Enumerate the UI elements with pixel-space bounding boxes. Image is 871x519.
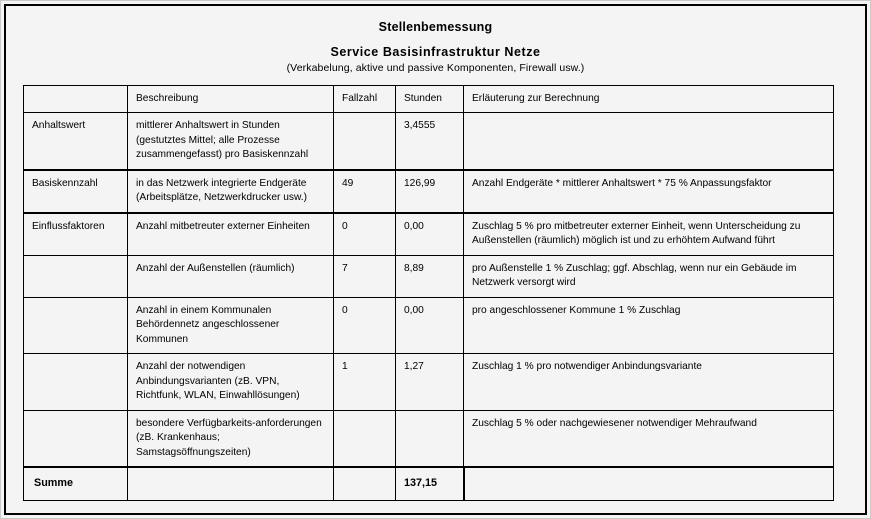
- column-header-stunden: Stunden: [396, 86, 464, 113]
- page-subtitle: Service Basisinfrastruktur Netze: [330, 45, 541, 59]
- row-erlaeuterung: pro angeschlossener Kommune 1 % Zuschlag: [464, 297, 834, 353]
- table-row: [24, 213, 834, 255]
- row-fallzahl: 7: [334, 255, 396, 297]
- calculation-table: [23, 85, 834, 501]
- table-row: [24, 410, 834, 467]
- document-frame: [4, 4, 867, 515]
- row-description: in das Netzwerk integrierte Endgeräte (Arbeitsplätze, Netzwerkdrucker usw.): [128, 170, 334, 213]
- row-erlaeuterung: Anzahl Endgeräte * mittlerer Anhaltswert * 75 % Anpassungsfaktor: [464, 170, 834, 213]
- row-fallzahl: 1: [334, 354, 396, 410]
- table-header: [24, 86, 834, 113]
- row-erlaeuterung: pro Außenstelle 1 % Zuschlag; ggf. Abschlag, wenn nur ein Gebäude im Netzwerk versorgt wird: [464, 255, 834, 297]
- row-stunden: 126,99: [396, 170, 464, 213]
- summary-label: Summe: [24, 467, 128, 500]
- row-fallzahl: 0: [334, 297, 396, 353]
- row-stunden: 1,27: [396, 354, 464, 410]
- summary-row: [24, 467, 834, 500]
- row-description: Anzahl in einem Kommunalen Behördennetz angeschlossener Kommunen: [128, 297, 334, 353]
- summary-erlaeuterung: [464, 467, 834, 500]
- row-category: [24, 354, 128, 410]
- row-erlaeuterung: Zuschlag 1 % pro notwendiger Anbindungsvariante: [464, 354, 834, 410]
- row-fallzahl: 49: [334, 170, 396, 213]
- row-category: [24, 410, 128, 467]
- column-header-fallzahl: Fallzahl: [334, 86, 396, 113]
- column-header-description: Beschreibung: [128, 86, 334, 113]
- row-erlaeuterung: Zuschlag 5 % oder nachgewiesener notwendiger Mehraufwand: [464, 410, 834, 467]
- row-category: Anhaltswert: [24, 113, 128, 170]
- column-header-erlaeuterung: Erläuterung zur Berechnung: [464, 86, 834, 113]
- row-stunden: 0,00: [396, 213, 464, 255]
- summary-stunden: 137,15: [396, 467, 464, 500]
- row-category: Basiskennzahl: [24, 170, 128, 213]
- row-category: [24, 255, 128, 297]
- row-stunden: 0,00: [396, 297, 464, 353]
- row-erlaeuterung: Zuschlag 5 % pro mitbetreuter externer Einheit, wenn Unterscheidung zu Außenstellen (räumlich) möglich ist und zu erhöhtem Aufwand führt: [464, 213, 834, 255]
- row-category: [24, 297, 128, 353]
- table-row: [24, 354, 834, 410]
- row-description: Anzahl mitbetreuter externer Einheiten: [128, 213, 334, 255]
- row-category: Einflussfaktoren: [24, 213, 128, 255]
- summary-description: [128, 467, 334, 500]
- page-subtitle-note: (Verkabelung, aktive und passive Komponenten, Firewall usw.): [286, 62, 585, 74]
- table-row: [24, 170, 834, 213]
- row-fallzahl: [334, 410, 396, 467]
- table-row: [24, 113, 834, 170]
- document-header: [23, 20, 848, 74]
- row-fallzahl: 0: [334, 213, 396, 255]
- table-row: [24, 297, 834, 353]
- row-description: Anzahl der notwendigen Anbindungsvarianten (zB. VPN, Richtfunk, WLAN, Einwahllösungen): [128, 354, 334, 410]
- row-stunden: 8,89: [396, 255, 464, 297]
- page-title: Stellenbemessung: [378, 20, 493, 34]
- table-row: [24, 255, 834, 297]
- column-header-category: [24, 86, 128, 113]
- table-header-row: [24, 86, 834, 113]
- summary-fallzahl: [334, 467, 396, 500]
- row-description: mittlerer Anhaltswert in Stunden (gestutztes Mittel; alle Prozesse zusammengefasst) pro Basiskennzahl: [128, 113, 334, 170]
- row-description: besondere Verfügbarkeits-anforderungen (zB. Krankenhaus; Samstagsöffnungszeiten): [128, 410, 334, 467]
- row-erlaeuterung: [464, 113, 834, 170]
- table-body: [24, 113, 834, 500]
- row-stunden: 3,4555: [396, 113, 464, 170]
- row-stunden: [396, 410, 464, 467]
- row-description: Anzahl der Außenstellen (räumlich): [128, 255, 334, 297]
- row-fallzahl: [334, 113, 396, 170]
